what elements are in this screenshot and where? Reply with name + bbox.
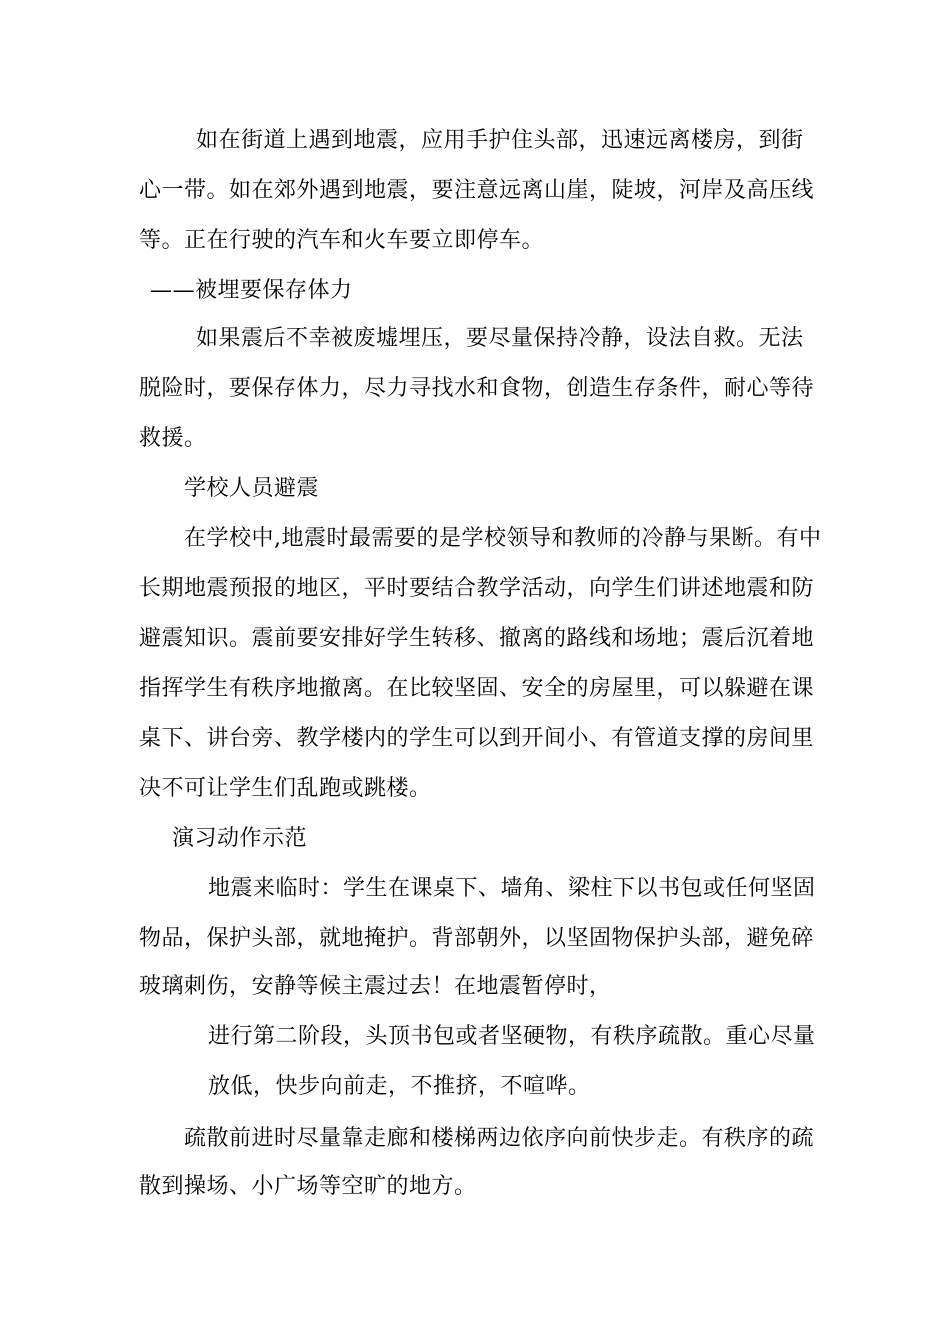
paragraph-line: 在学校中,地震时最需要的是学校领导和教师的冷静与果断。有中 <box>184 526 822 551</box>
paragraph-line: 桌下、讲台旁、教学楼内的学生可以到开间小、有管道支撑的房间里 <box>139 726 815 751</box>
paragraph-line: 脱险时，要保存体力，尽力寻找水和食物，创造生存条件，耐心等待 <box>139 376 815 401</box>
paragraph-line: 避震知识。震前要安排好学生转移、撤离的路线和场地；震后沉着地 <box>139 626 815 651</box>
paragraph-line: 散到操场、小广场等空旷的地方。 <box>139 1174 477 1199</box>
paragraph-line: 玻璃刺伤，安静等候主震过去！在地震暂停时， <box>139 974 612 999</box>
section-heading: 学校人员避震 <box>184 476 320 501</box>
paragraph-line: 长期地震预报的地区，平时要结合教学活动，向学生们讲述地震和防 <box>139 576 815 601</box>
section-heading: 演习动作示范 <box>172 826 308 851</box>
paragraph-line: 地震来临时：学生在课桌下、墙角、梁柱下以书包或任何坚固 <box>208 876 816 901</box>
paragraph-line: 指挥学生有秩序地撤离。在比较坚固、安全的房屋里，可以躲避在课 <box>139 676 815 701</box>
paragraph-line: 进行第二阶段，头顶书包或者坚硬物，有秩序疏散。重心尽量 <box>208 1024 816 1049</box>
paragraph-line: 放低，快步向前走，不推挤，不喧哗。 <box>208 1074 591 1099</box>
paragraph-line: 等。正在行驶的汽车和火车要立即停车。 <box>139 228 545 253</box>
paragraph-line: 如在街道上遇到地震，应用手护住头部，迅速远离楼房，到街 <box>196 128 804 153</box>
paragraph-line: 决不可让学生们乱跑或跳楼。 <box>139 776 432 801</box>
paragraph-line: 疏散前进时尽量靠走廊和楼梯两边依序向前快步走。有秩序的疏 <box>184 1126 815 1151</box>
section-heading: ——被埋要保存体力 <box>150 278 353 303</box>
paragraph-line: 物品，保护头部，就地掩护。背部朝外，以坚固物保护头部，避免碎 <box>139 926 815 951</box>
paragraph-line: 如果震后不幸被废墟埋压，要尽量保持冷静，设法自救。无法 <box>196 326 804 351</box>
paragraph-line: 心一带。如在郊外遇到地震，要注意远离山崖，陡坡，河岸及高压线 <box>139 178 815 203</box>
paragraph-line: 救援。 <box>139 426 207 451</box>
